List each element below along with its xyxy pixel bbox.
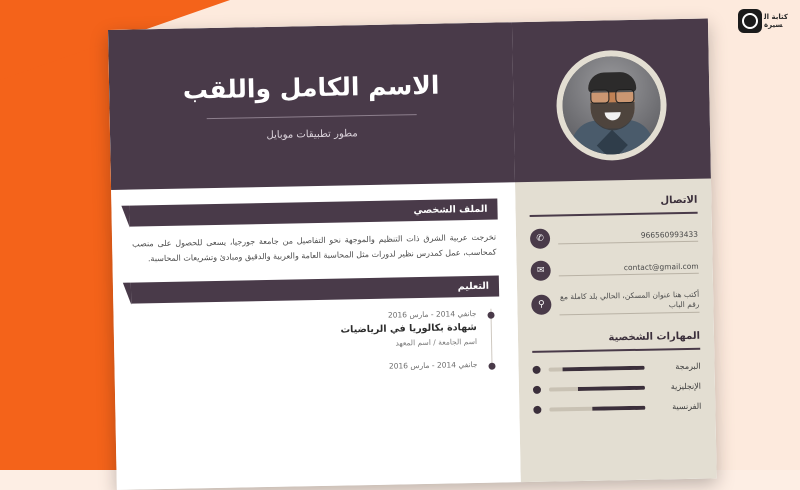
skill-label: البرمجة [675,361,701,372]
skills-section [532,331,702,414]
skill-item [533,362,701,374]
contact-address-value: أكتب هنا عنوان المسكن، الحالي بلد كاملة مع رقم الباب [559,290,699,316]
skill-label: الإنجليزية [670,381,702,392]
bullet-icon [533,365,541,373]
brand-logo-text: كتابة السيرة [764,13,788,29]
contact-email-value: contact@gmail.com [559,262,699,277]
resume-header [108,22,515,190]
skill-item [533,382,701,394]
camera-icon [738,9,762,33]
timeline-subtitle: اسم الجامعة / اسم المعهد [395,336,478,348]
skill-progress [549,385,645,391]
page-title: الاسم الكامل واللقب [182,70,440,105]
contact-section-title: الاتصال [660,194,698,207]
profile-summary-text: تخرجت عربية الشرق ذات التنظيم والموجهة نحو التفاصيل من جامعة جورجيا، يسعى للحصول على منصب كمحاسب، عمل كمدرس نظير لدورات مثل المحاسبة العامة والعربية والدقيق ومبادئ وتشريعات المحاسبة. [132,232,497,264]
section-header-profile: الملف الشخصي [129,199,497,227]
glasses-icon [590,89,634,102]
bullet-icon [533,405,541,413]
skill-progress [549,405,645,411]
resume-document [108,18,717,489]
resume-main [108,22,521,490]
contact-phone-value: 966560993433 [558,230,698,245]
phone-icon: ✆ [530,229,550,249]
location-icon: ⚲ [531,294,551,314]
contact-item-email [531,258,699,281]
skill-progress [549,365,645,371]
skills-divider [532,348,700,353]
contact-item-address [531,290,699,316]
skills-section-title: المهارات الشخصية [608,330,701,344]
brand-logo [736,4,790,38]
timeline-date: جانفي 2014 - مارس 2016 [388,359,478,371]
bullet-icon [533,385,541,393]
avatar-ring [555,49,667,161]
resume-sidebar [512,18,717,482]
main-content [111,182,518,376]
section-header-education: التعليم [131,276,499,304]
skill-item [533,402,701,414]
timeline-item [139,309,477,352]
timeline-title: شهادة بكالوريا في الرياضيات [340,321,477,336]
timeline-date: جانفي 2014 - مارس 2016 [387,308,477,320]
education-timeline [139,309,492,376]
avatar [562,55,662,155]
sidebar-photo-area [512,18,711,182]
contact-divider [530,212,698,217]
header-divider [207,114,417,119]
mail-icon: ✉ [531,261,551,281]
sidebar-content [515,178,716,435]
timeline-item [140,360,477,375]
contact-item-phone [530,226,698,249]
skill-label: الفرنسية [672,401,702,412]
job-title: مطور تطبيقات موبايل [266,127,358,141]
